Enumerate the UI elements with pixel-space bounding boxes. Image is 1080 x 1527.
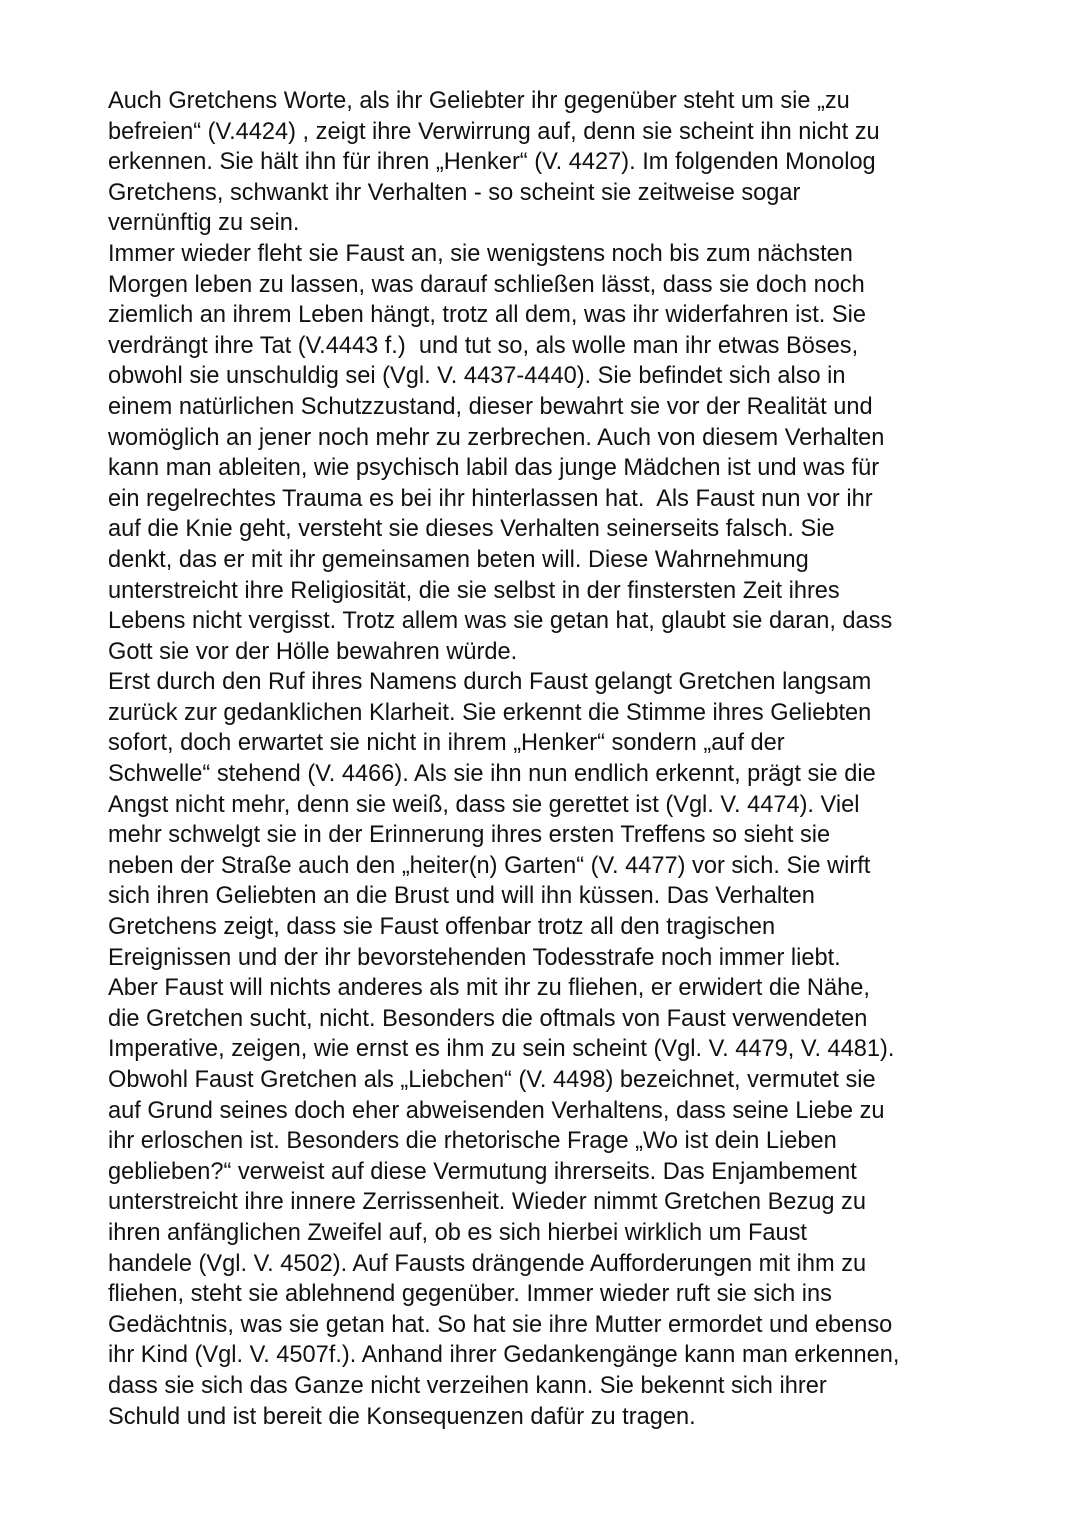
- text-line: unterstreicht ihre Religiosität, die sie selbst in der finstersten Zeit ihres: [108, 577, 840, 604]
- text-line: Lebens nicht vergisst. Trotz allem was sie getan hat, glaubt sie daran, dass: [108, 608, 893, 635]
- text-line: erkennen. Sie hält ihn für ihren „Henker“ (V. 4427). Im folgenden Monolog: [108, 149, 876, 176]
- text-line: die Gretchen sucht, nicht. Besonders die oftmals von Faust verwendeten: [108, 1005, 868, 1032]
- text-line: handele (Vgl. V. 4502). Auf Fausts drängende Aufforderungen mit ihm zu: [108, 1250, 867, 1277]
- text-line: verdrängt ihre Tat (V.4443 f.) und tut so, als wolle man ihr etwas Böses,: [108, 332, 859, 359]
- text-line: auf Grund seines doch eher abweisenden Verhaltens, dass seine Liebe zu: [108, 1097, 885, 1124]
- text-line: unterstreicht ihre innere Zerrissenheit. Wieder nimmt Gretchen Bezug zu: [108, 1189, 866, 1216]
- text-line: ihr erloschen ist. Besonders die rhetorische Frage „Wo ist dein Lieben: [108, 1128, 837, 1155]
- text-line: vernünftig zu sein.: [108, 210, 300, 237]
- text-line: Erst durch den Ruf ihres Namens durch Faust gelangt Gretchen langsam: [108, 669, 872, 696]
- text-line: Morgen leben zu lassen, was darauf schließen lässt, dass sie doch noch: [108, 271, 865, 298]
- text-line: Angst nicht mehr, denn sie weiß, dass sie gerettet ist (Vgl. V. 4474). Viel: [108, 791, 860, 818]
- text-line: Ereignissen und der ihr bevorstehenden Todesstrafe noch immer liebt.: [108, 944, 841, 971]
- text-line: neben der Straße auch den „heiter(n) Garten“ (V. 4477) vor sich. Sie wirft: [108, 852, 871, 879]
- text-line: kann man ableiten, wie psychisch labil das junge Mädchen ist und was für: [108, 455, 880, 482]
- text-line: fliehen, steht sie ablehnend gegenüber. Immer wieder ruft sie sich ins: [108, 1281, 832, 1308]
- text-line: dass sie sich das Ganze nicht verzeihen kann. Sie bekennt sich ihrer: [108, 1372, 827, 1399]
- text-line: Obwohl Faust Gretchen als „Liebchen“ (V. 4498) bezeichnet, vermutet sie: [108, 1067, 876, 1093]
- essay-text: [108, 86, 988, 1432]
- text-line: Gretchens zeigt, dass sie Faust offenbar trotz all den tragischen: [108, 914, 776, 941]
- text-line: ihren anfänglichen Zweifel auf, ob es sich hierbei wirklich um Faust: [108, 1219, 807, 1246]
- text-line: denkt, das er mit ihr gemeinsamen beten will. Diese Wahrnehmung: [108, 546, 809, 573]
- text-line: auf die Knie geht, versteht sie dieses Verhalten seinerseits falsch. Sie: [108, 516, 835, 543]
- text-line: einem natürlichen Schutzzustand, dieser bewahrt sie vor der Realität und: [108, 393, 873, 420]
- text-line: Gott sie vor der Hölle bewahren würde.: [108, 638, 518, 665]
- text-line: womöglich an jener noch mehr zu zerbrechen. Auch von diesem Verhalten: [108, 424, 885, 451]
- text-line: befreien“ (V.4424) , zeigt ihre Verwirrung auf, denn sie scheint ihn nicht zu: [108, 118, 880, 145]
- text-line: ziemlich an ihrem Leben hängt, trotz all dem, was ihr widerfahren ist. Sie: [108, 302, 866, 329]
- text-line: ihr Kind (Vgl. V. 4507f.). Anhand ihrer Gedankengänge kann man erkennen,: [108, 1342, 900, 1369]
- text-line: Auch Gretchens Worte, als ihr Geliebter ihr gegenüber steht um sie „zu: [108, 88, 850, 114]
- text-line: geblieben?“ verweist auf diese Vermutung ihrerseits. Das Enjambement: [108, 1158, 857, 1185]
- text-line: sofort, doch erwartet sie nicht in ihrem „Henker“ sondern „auf der: [108, 730, 785, 757]
- text-line: sich ihren Geliebten an die Brust und will ihn küssen. Das Verhalten: [108, 883, 815, 910]
- text-line: Imperative, zeigen, wie ernst es ihm zu sein scheint (Vgl. V. 4479, V. 4481).: [108, 1036, 895, 1063]
- text-line: Aber Faust will nichts anderes als mit ihr zu fliehen, er erwidert die Nähe,: [108, 975, 870, 1002]
- text-line: Schwelle“ stehend (V. 4466). Als sie ihn nun endlich erkennt, prägt sie die: [108, 761, 876, 788]
- text-line: Gedächtnis, was sie getan hat. So hat sie ihre Mutter ermordet und ebenso: [108, 1311, 893, 1338]
- text-line: Schuld und ist bereit die Konsequenzen dafür zu tragen.: [108, 1403, 696, 1430]
- text-line: mehr schwelgt sie in der Erinnerung ihres ersten Treffens so sieht sie: [108, 822, 831, 849]
- text-line: zurück zur gedanklichen Klarheit. Sie erkennt die Stimme ihres Geliebten: [108, 699, 872, 726]
- text-line: obwohl sie unschuldig sei (Vgl. V. 4437-4440). Sie befindet sich also in: [108, 363, 846, 390]
- text-line: ein regelrechtes Trauma es bei ihr hinterlassen hat. Als Faust nun vor ihr: [108, 485, 873, 512]
- text-line: Gretchens, schwankt ihr Verhalten - so scheint sie zeitweise sogar: [108, 179, 801, 206]
- text-line: Immer wieder fleht sie Faust an, sie wenigstens noch bis zum nächsten: [108, 240, 853, 267]
